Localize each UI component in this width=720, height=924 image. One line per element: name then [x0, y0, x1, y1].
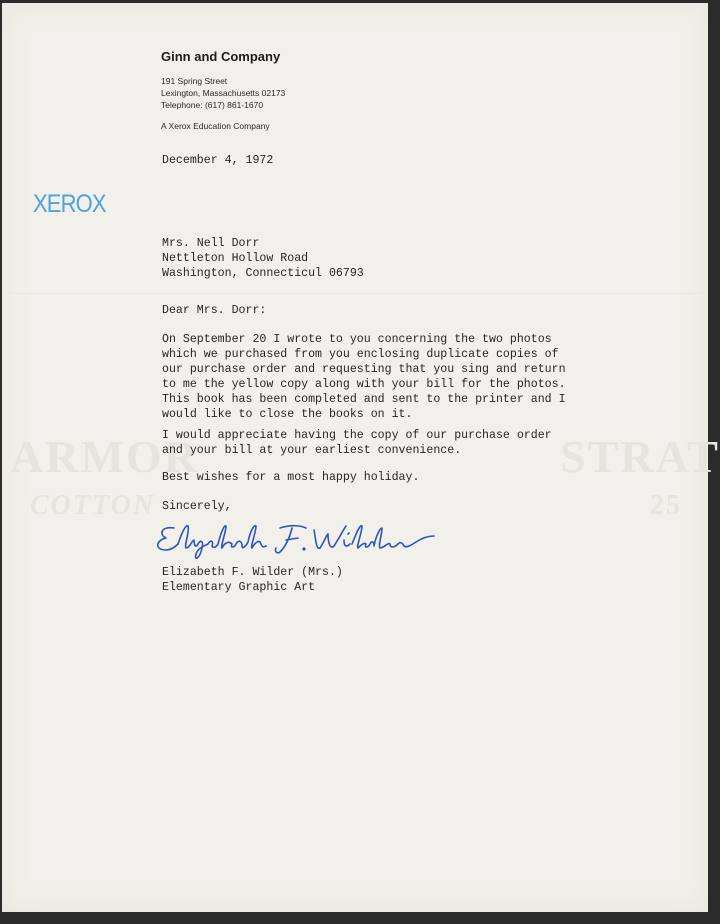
- closing: Sincerely,: [162, 500, 232, 513]
- paper-watermark: STRAT: [560, 431, 720, 482]
- company-name: Ginn and Company: [161, 49, 281, 64]
- recipient-street: Nettleton Hollow Road: [162, 252, 309, 266]
- salutation: Dear Mrs. Dorr:: [162, 304, 267, 317]
- recipient-address: [162, 236, 364, 281]
- company-telephone: Telephone: (617) 861-1670: [161, 100, 264, 110]
- company-street: 191 Spring Street: [161, 76, 228, 86]
- company-city: Lexington, Massachusetts 02173: [161, 88, 286, 98]
- recipient-city: Washington, Connecticul 06793: [162, 267, 364, 281]
- paper-watermark: ARMOR: [10, 431, 199, 482]
- signer-name: Elizabeth F. Wilder (Mrs.): [162, 566, 343, 579]
- signer-title: Elementary Graphic Art: [162, 581, 316, 595]
- handwritten-signature: [152, 518, 437, 566]
- letter-date: December 4, 1972: [162, 154, 274, 167]
- company-affiliation: A Xerox Education Company: [161, 121, 270, 131]
- recipient-name: Mrs. Nell Dorr: [162, 237, 260, 250]
- paper-watermark: 25: [650, 490, 682, 521]
- paper-watermark: COTTON: [30, 490, 156, 521]
- body-paragraph-1: On September 20 I wrote to you concerning the two photos which we purchased from you enclosing duplicate copies of our purchase order and requesting that you sing and return to me the yellow copy along with your bill for the photos. This book has been completed and sent to the printer and I would like to close the books on it.: [162, 333, 566, 422]
- paper-fold-line: [2, 293, 708, 295]
- body-paragraph-3: Best wishes for a most happy holiday.: [162, 471, 420, 484]
- signature-block: [162, 565, 343, 595]
- xerox-logo: XEROX: [33, 190, 106, 218]
- body-paragraph-2: I would appreciate having the copy of our purchase order and your bill at your earliest convenience.: [162, 429, 552, 458]
